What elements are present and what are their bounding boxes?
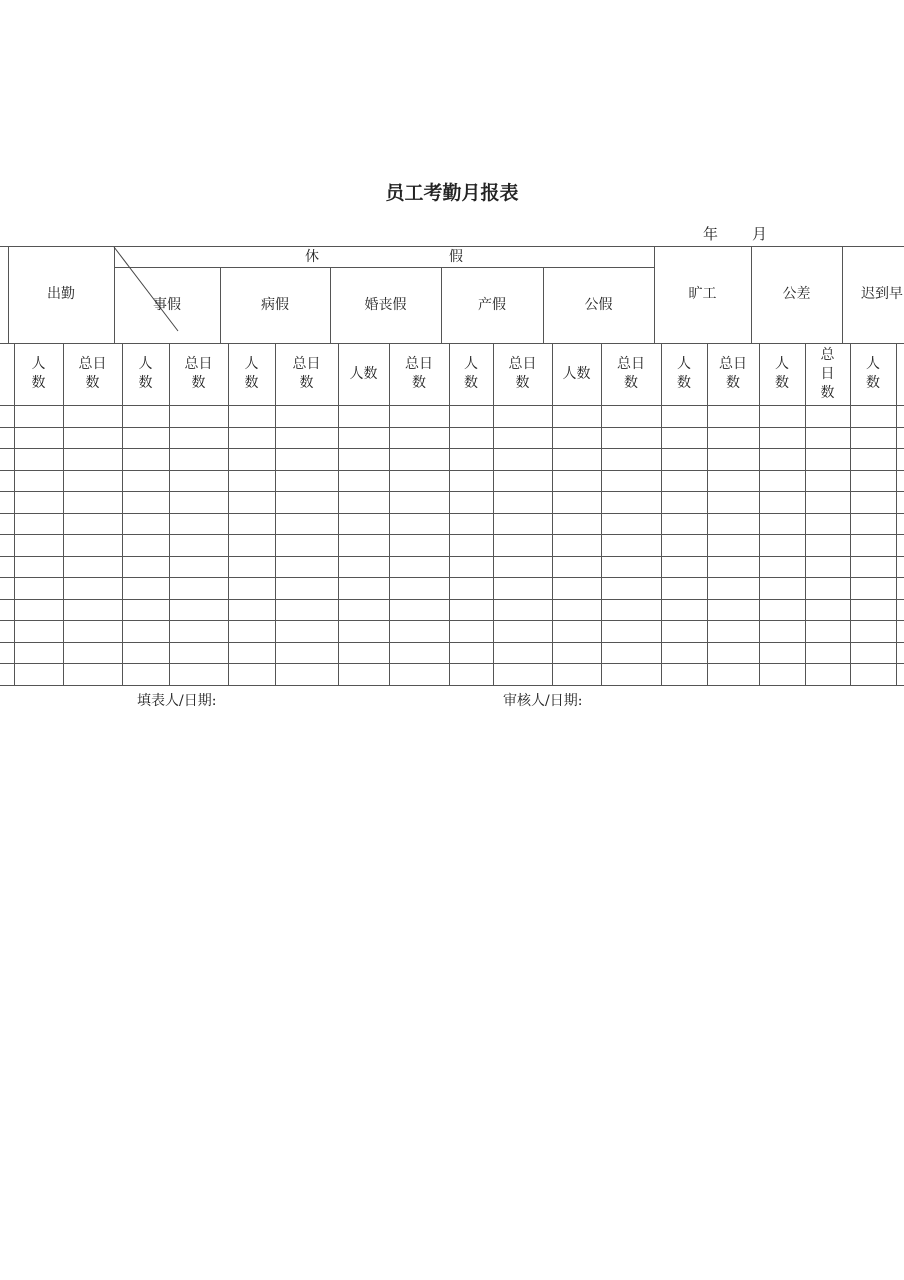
subheader-cell: 人 数 bbox=[31, 356, 46, 391]
header-leave-left: 休 bbox=[305, 248, 319, 265]
subheader-cell: 人数 bbox=[562, 365, 591, 382]
subheader-cell: 总日 数 bbox=[508, 356, 537, 391]
header-public-leave: 公假 bbox=[584, 296, 613, 313]
subheader-cell: 总日 数 bbox=[617, 356, 645, 391]
subheader-cell: 总 日 数 bbox=[820, 346, 835, 401]
header-attendance: 出勤 bbox=[47, 286, 75, 302]
header-personal-leave: 事假 bbox=[153, 296, 181, 313]
subheader-cell: 人 数 bbox=[138, 356, 153, 391]
header-marriage-funeral-leave: 婚丧假 bbox=[364, 296, 407, 313]
subheader-cell: 人 数 bbox=[244, 356, 259, 391]
subheader-cell: 总日 数 bbox=[78, 356, 107, 391]
subheader-cell: 人 数 bbox=[775, 356, 789, 391]
subheader-cell: 总日 数 bbox=[405, 356, 433, 391]
filled-by-label: 填表人/日期: bbox=[137, 693, 217, 709]
header-business-trip: 公差 bbox=[782, 286, 811, 302]
header-sick-leave: 病假 bbox=[261, 296, 289, 313]
subheader-cell: 人数 bbox=[349, 365, 378, 382]
month-label: 月 bbox=[752, 225, 768, 243]
year-label: 年 bbox=[703, 225, 719, 243]
header-maternity-leave: 产假 bbox=[478, 296, 506, 313]
document-title: 员工考勤月报表 bbox=[385, 182, 519, 204]
subheader-cell: 人 数 bbox=[866, 356, 880, 391]
subheader-cell: 人 数 bbox=[677, 356, 691, 391]
header-late-early: 迟到早 bbox=[861, 286, 903, 302]
subheader-cell: 总日 数 bbox=[719, 356, 747, 391]
reviewed-by-label: 审核人/日期: bbox=[503, 693, 583, 709]
subheader-cell: 总日 数 bbox=[184, 356, 213, 391]
header-absenteeism: 旷工 bbox=[688, 286, 717, 302]
subheader-cell: 总日 数 bbox=[292, 356, 321, 391]
subheader-cell: 人 数 bbox=[464, 356, 478, 391]
header-leave-right: 假 bbox=[449, 248, 463, 265]
